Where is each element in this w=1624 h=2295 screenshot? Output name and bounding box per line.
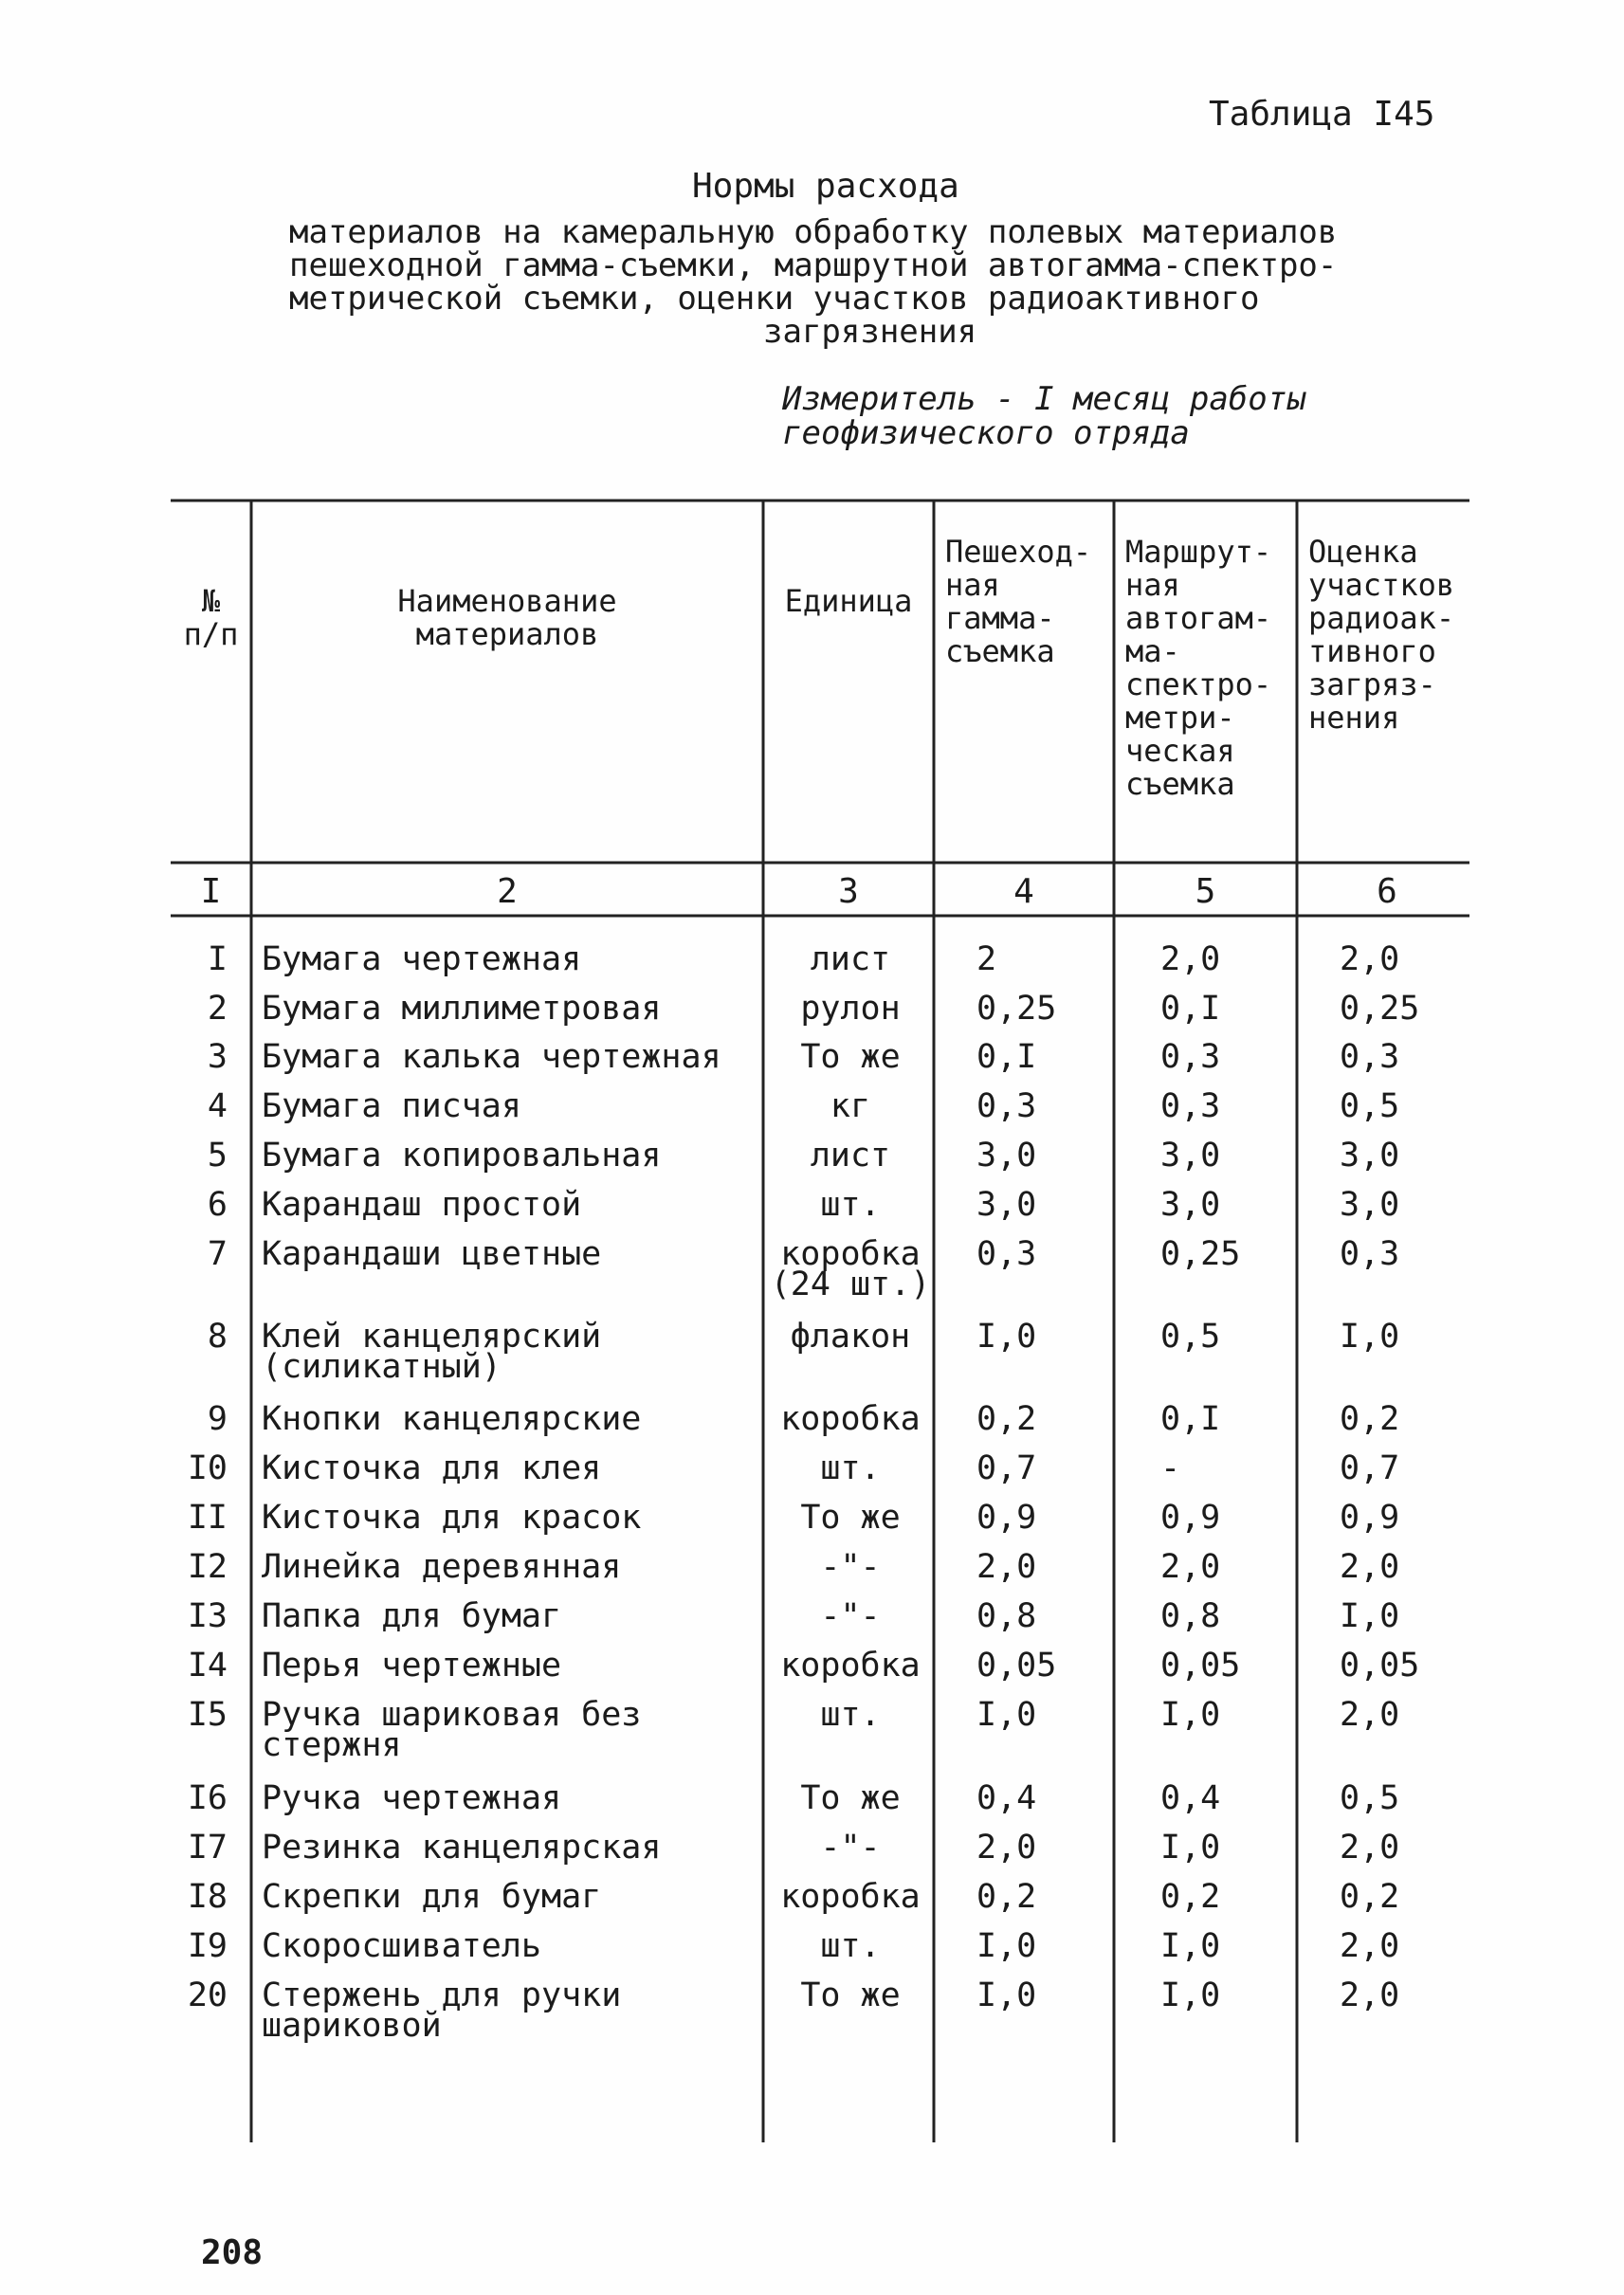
column-header-line: Оценка: [1308, 534, 1418, 570]
route-autogamma-value: 0,4: [1160, 1779, 1221, 1817]
pedestrian-gamma-value: 0,8: [976, 1597, 1037, 1635]
column-header-line: метри-: [1125, 700, 1235, 736]
column-header-line: п/п: [183, 616, 239, 652]
contamination-assessment-value: 0,3: [1340, 1235, 1400, 1273]
material-name: Бумага копировальная: [262, 1137, 662, 1175]
column-header: [1308, 536, 1477, 735]
column-number: 3: [838, 872, 859, 911]
row-number: I5: [187, 1696, 228, 1734]
column-header: [171, 585, 251, 651]
column-header-line: загряз-: [1308, 666, 1436, 702]
pedestrian-gamma-value: 3,0: [976, 1186, 1037, 1224]
contamination-assessment-value: I,0: [1340, 1597, 1400, 1635]
column-header-line: тивного: [1308, 633, 1436, 669]
route-autogamma-value: I,0: [1160, 1976, 1221, 2014]
column-number: 5: [1195, 872, 1216, 911]
column-header-line: съемка: [945, 633, 1055, 669]
contamination-assessment-value: 0,5: [1340, 1087, 1400, 1125]
column-header-line: №: [201, 583, 221, 619]
pedestrian-gamma-value: 0,7: [976, 1449, 1037, 1487]
route-autogamma-value: 0,I: [1160, 990, 1221, 1028]
pedestrian-gamma-value: 0,3: [976, 1087, 1037, 1125]
material-name: Кисточка для красок: [262, 1499, 642, 1537]
row-number: I0: [187, 1449, 228, 1487]
contamination-assessment-value: 0,9: [1340, 1499, 1400, 1537]
column-number: 2: [497, 872, 518, 911]
material-name: Бумага чертежная: [262, 940, 582, 978]
column-header-line: ма-: [1125, 633, 1180, 669]
pedestrian-gamma-value: 0,9: [976, 1499, 1037, 1537]
unit-cell: кг: [830, 1087, 871, 1125]
row-number: I2: [187, 1548, 228, 1586]
unit-cell: шт.: [820, 1696, 881, 1734]
measure-line: Измеритель - I месяц работы: [782, 380, 1306, 418]
column-header-line: ная: [945, 567, 1000, 603]
contamination-assessment-value: 0,5: [1340, 1779, 1400, 1817]
contamination-assessment-value: 3,0: [1340, 1137, 1400, 1175]
contamination-assessment-value: 2,0: [1340, 1976, 1400, 2014]
row-number: 2: [207, 990, 228, 1028]
column-header-line: ческая: [1125, 733, 1235, 769]
material-name: (силикатный): [262, 1348, 502, 1386]
unit-cell: То же: [800, 1779, 901, 1817]
unit-cell: шт.: [820, 1449, 881, 1487]
material-name: Папка для бумаг: [262, 1597, 562, 1635]
column-header-line: спектро-: [1125, 666, 1272, 702]
column-header: [251, 585, 763, 651]
row-number: I3: [187, 1597, 228, 1635]
row-number: 5: [207, 1137, 228, 1175]
contamination-assessment-value: 0,7: [1340, 1449, 1400, 1487]
unit-cell: То же: [800, 1499, 901, 1537]
column-header: [763, 585, 934, 618]
unit-cell: -"-: [820, 1548, 881, 1586]
column-header: [945, 536, 1114, 668]
contamination-assessment-value: 2,0: [1340, 1548, 1400, 1586]
material-name: Кнопки канцелярские: [262, 1400, 642, 1438]
pedestrian-gamma-value: 0,3: [976, 1235, 1037, 1273]
unit-cell: -"-: [820, 1829, 881, 1867]
material-name: Клей канцелярский: [262, 1318, 602, 1356]
contamination-assessment-value: 0,25: [1340, 990, 1420, 1028]
row-number: I9: [187, 1927, 228, 1965]
column-number: 4: [1013, 872, 1034, 911]
pedestrian-gamma-value: 2,0: [976, 1829, 1037, 1867]
unit-cell: лист: [810, 1137, 891, 1175]
material-name: Стержень для ручки: [262, 1976, 622, 2014]
row-number: 9: [207, 1400, 228, 1438]
route-autogamma-value: I,0: [1160, 1696, 1221, 1734]
unit-cell: шт.: [820, 1927, 881, 1965]
pedestrian-gamma-value: 0,05: [976, 1647, 1057, 1685]
route-autogamma-value: 0,05: [1160, 1647, 1241, 1685]
material-name: Ручка чертежная: [262, 1779, 562, 1817]
row-number: 4: [207, 1087, 228, 1125]
unit-cell: коробка: [780, 1878, 921, 1916]
subtitle-line: материалов на камеральную обработку полевых материалов: [289, 213, 1338, 251]
route-autogamma-value: 0,9: [1160, 1499, 1221, 1537]
route-autogamma-value: 3,0: [1160, 1137, 1221, 1175]
column-header-line: съемка: [1125, 766, 1235, 802]
row-number: II: [187, 1499, 228, 1537]
pedestrian-gamma-value: 3,0: [976, 1137, 1037, 1175]
pedestrian-gamma-value: I,0: [976, 1927, 1037, 1965]
route-autogamma-value: 0,5: [1160, 1318, 1221, 1356]
contamination-assessment-value: 2,0: [1340, 1829, 1400, 1867]
material-name: Перья чертежные: [262, 1647, 562, 1685]
pedestrian-gamma-value: 2,0: [976, 1548, 1037, 1586]
pedestrian-gamma-value: 0,I: [976, 1038, 1037, 1076]
pedestrian-gamma-value: 0,2: [976, 1878, 1037, 1916]
pedestrian-gamma-value: I,0: [976, 1976, 1037, 2014]
column-header-line: Наименование: [397, 583, 617, 619]
material-name: Ручка шариковая без: [262, 1696, 642, 1734]
material-name: Карандаши цветные: [262, 1235, 602, 1273]
row-number: I7: [187, 1829, 228, 1867]
pedestrian-gamma-value: 0,2: [976, 1400, 1037, 1438]
table-label: Таблица I45: [1209, 95, 1435, 134]
material-name: Кисточка для клея: [262, 1449, 602, 1487]
row-number: 20: [187, 1976, 228, 2014]
material-name: Скоросшиватель: [262, 1927, 542, 1965]
column-header-line: Пешеход-: [945, 534, 1092, 570]
route-autogamma-value: 0,2: [1160, 1878, 1221, 1916]
contamination-assessment-value: 0,05: [1340, 1647, 1420, 1685]
column-number: I: [200, 872, 222, 911]
unit-cell: коробка: [780, 1400, 921, 1438]
material-name: Бумага калька чертежная: [262, 1038, 721, 1076]
column-header-line: автогам-: [1125, 600, 1272, 636]
contamination-assessment-value: 0,2: [1340, 1878, 1400, 1916]
material-name: Линейка деревянная: [262, 1548, 622, 1586]
route-autogamma-value: 0,8: [1160, 1597, 1221, 1635]
route-autogamma-value: I,0: [1160, 1829, 1221, 1867]
unit-cell: То же: [800, 1976, 901, 2014]
page-number: 208: [201, 2233, 264, 2272]
unit-cell: лист: [810, 940, 891, 978]
route-autogamma-value: 0,I: [1160, 1400, 1221, 1438]
measure-line: геофизического отряда: [782, 414, 1190, 452]
contamination-assessment-value: 2,0: [1340, 1696, 1400, 1734]
unit-cell: коробка: [780, 1235, 921, 1273]
column-header: [1125, 536, 1297, 801]
route-autogamma-value: -: [1160, 1449, 1181, 1487]
contamination-assessment-value: I,0: [1340, 1318, 1400, 1356]
subtitle-line: пешеходной гамма-съемки, маршрутной автогамма-спектро-: [289, 246, 1338, 284]
column-header-line: гамма-: [945, 600, 1055, 636]
subtitle-line: метрической съемки, оценки участков радиоактивного: [289, 280, 1260, 318]
route-autogamma-value: I,0: [1160, 1927, 1221, 1965]
material-name: стержня: [262, 1726, 402, 1764]
unit-cell: (24 шт.): [770, 1266, 931, 1303]
route-autogamma-value: 2,0: [1160, 940, 1221, 978]
unit-cell: -"-: [820, 1597, 881, 1635]
document-title: Нормы расхода: [692, 167, 959, 206]
row-number: I8: [187, 1878, 228, 1916]
route-autogamma-value: 0,25: [1160, 1235, 1241, 1273]
route-autogamma-value: 0,3: [1160, 1038, 1221, 1076]
column-header-line: Маршрут-: [1125, 534, 1272, 570]
pedestrian-gamma-value: I,0: [976, 1696, 1037, 1734]
subtitle-line: загрязнения: [763, 313, 977, 351]
material-name: Карандаш простой: [262, 1186, 582, 1224]
unit-cell: коробка: [780, 1647, 921, 1685]
row-number: 7: [207, 1235, 228, 1273]
row-number: 3: [207, 1038, 228, 1076]
pedestrian-gamma-value: 0,4: [976, 1779, 1037, 1817]
column-header-line: участков: [1308, 567, 1455, 603]
contamination-assessment-value: 0,2: [1340, 1400, 1400, 1438]
unit-cell: шт.: [820, 1186, 881, 1224]
unit-cell: флакон: [790, 1318, 911, 1356]
material-name: Резинка канцелярская: [262, 1829, 662, 1867]
route-autogamma-value: 0,3: [1160, 1087, 1221, 1125]
row-number: I6: [187, 1779, 228, 1817]
row-number: I: [207, 940, 228, 978]
column-header-line: Единица: [784, 583, 913, 619]
route-autogamma-value: 3,0: [1160, 1186, 1221, 1224]
column-number: 6: [1377, 872, 1397, 911]
contamination-assessment-value: 0,3: [1340, 1038, 1400, 1076]
material-name: Бумага писчая: [262, 1087, 521, 1125]
row-number: I4: [187, 1647, 228, 1685]
material-name: шариковой: [262, 2007, 442, 2045]
unit-cell: То же: [800, 1038, 901, 1076]
column-header-line: ная: [1125, 567, 1180, 603]
material-name: Скрепки для бумаг: [262, 1878, 602, 1916]
material-name: Бумага миллиметровая: [262, 990, 662, 1028]
pedestrian-gamma-value: I,0: [976, 1318, 1037, 1356]
column-header-line: материалов: [415, 616, 599, 652]
pedestrian-gamma-value: 0,25: [976, 990, 1057, 1028]
column-header-line: нения: [1308, 700, 1400, 736]
contamination-assessment-value: 2,0: [1340, 940, 1400, 978]
pedestrian-gamma-value: 2: [976, 940, 997, 978]
column-header-line: радиоак-: [1308, 600, 1455, 636]
route-autogamma-value: 2,0: [1160, 1548, 1221, 1586]
contamination-assessment-value: 2,0: [1340, 1927, 1400, 1965]
row-number: 6: [207, 1186, 228, 1224]
row-number: 8: [207, 1318, 228, 1356]
contamination-assessment-value: 3,0: [1340, 1186, 1400, 1224]
unit-cell: рулон: [800, 990, 901, 1028]
